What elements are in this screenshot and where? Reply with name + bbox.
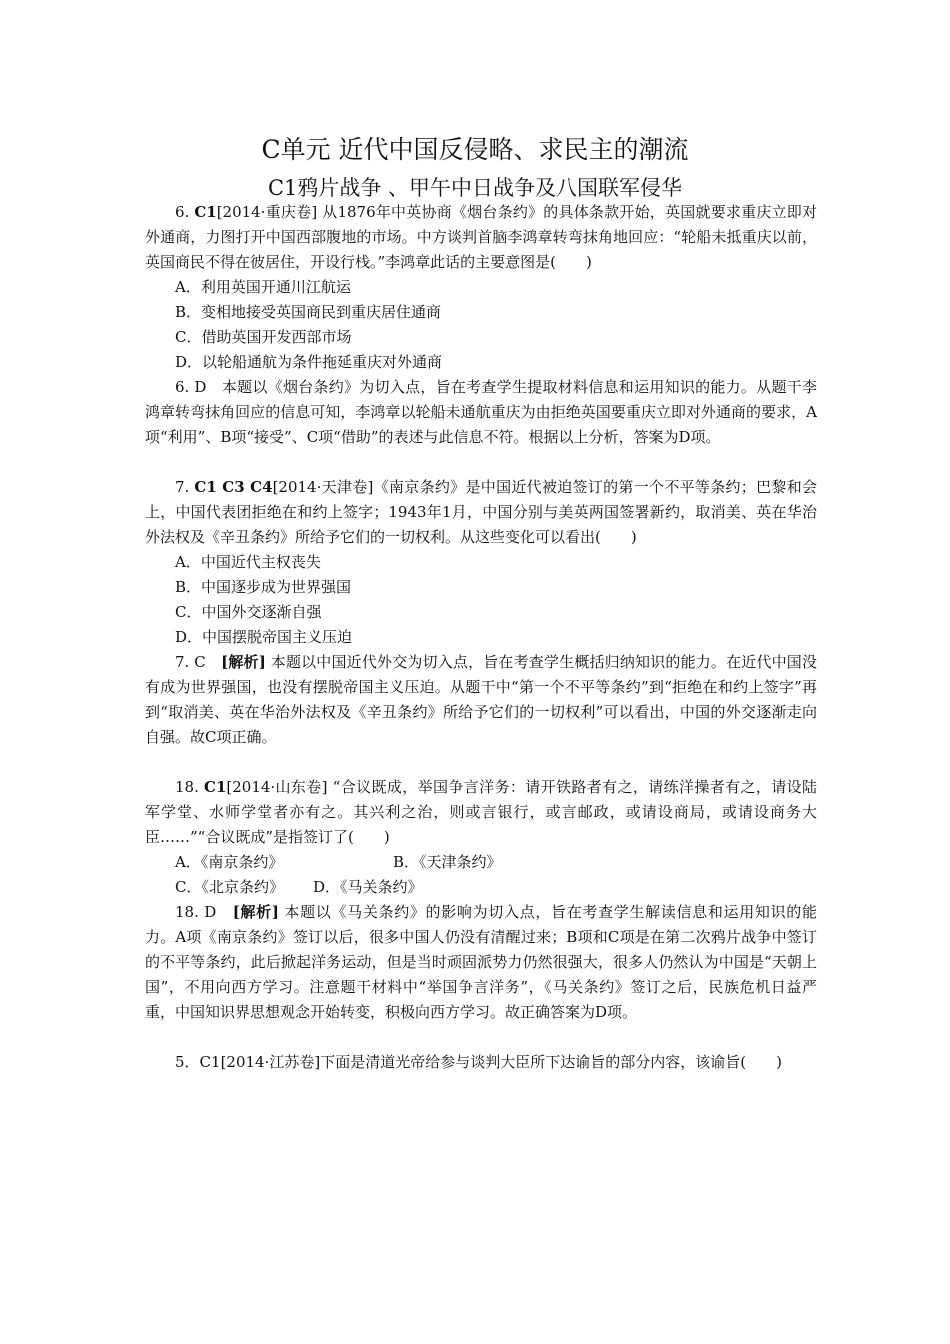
question-18-stem	[145, 775, 817, 850]
analysis-tag: [解析]	[232, 903, 279, 921]
option-a: A．《南京条约》	[175, 853, 284, 871]
question-text: [2014·山东卷] “合议既成，举国争言洋务：请开铁路者有之，请练洋操者有之，请设陆军学堂、水师学堂者亦有之。其兴利之治，则或言银行，或言邮政，或请设商局，或请设商务大臣……”“合议既成”是指签订了( )	[145, 778, 817, 846]
topic-code: C1 C3 C4	[194, 478, 273, 496]
answer-7	[145, 650, 817, 750]
question-6-stem	[145, 200, 817, 275]
question-number: 18.	[175, 778, 204, 796]
answer-label: 7. C	[175, 653, 222, 671]
question-number: 7.	[175, 478, 195, 496]
content-body	[145, 200, 817, 1075]
spacer	[145, 450, 817, 475]
question-text: [2014·重庆卷] 从1876年中英协商《烟台条约》的具体条款开始，英国就要求重庆立即对外通商，力图打开中国西部腹地的市场。中方谈判首脑李鸿章转弯抹角地回应：“轮船未抵重庆以前，英国商民不得在彼居住，开设行栈。”李鸿章此话的主要意图是( )	[145, 203, 817, 271]
topic-code: C1	[194, 203, 217, 221]
question-7-stem	[145, 475, 817, 550]
question-text: [2014·天津卷]《南京条约》是中国近代被迫签订的第一个不平等条约；巴黎和会上，中国代表团拒绝在和约上签字；1943年1月，中国分别与美英两国签署新约，取消美、英在华治外法权及《辛丑条约》所给予它们的一切权利。从这些变化可以看出( )	[145, 478, 817, 546]
option-d: D．《马关条约》	[313, 878, 423, 896]
option-a: A．中国近代主权丧失	[175, 553, 321, 571]
option-b: B．《天津条约》	[393, 853, 502, 871]
option-d: D．中国摆脱帝国主义压迫	[175, 628, 353, 646]
options-row-2	[145, 875, 817, 900]
question-number: 6.	[175, 203, 195, 221]
spacer	[145, 750, 817, 775]
option-b: B．中国逐步成为世界强国	[175, 578, 352, 596]
answer-6: 6. D 本题以《烟台条约》为切入点，旨在考查学生提取材料信息和运用知识的能力。从题干李鸿章转弯抹角回应的信息可知，李鸿章以轮船未通航重庆为由拒绝英国要重庆立即对外通商的要求，A项“利用”、B项“接受”、C项“借助”的表述与此信息不符。根据以上分析，答案为D项。	[145, 378, 817, 446]
option-c: C．《北京条约》	[175, 878, 284, 896]
option-b: B．变相地接受英国商民到重庆居住通商	[175, 303, 442, 321]
answer-text: 本题以中国近代外交为切入点，旨在考查学生概括归纳知识的能力。在近代中国没有成为世界强国，也没有摆脱帝国主义压迫。从题干中“第一个不平等条约”到“拒绝在和约上签字”再到“取消美、英在华治外法权及《辛丑条约》所给予它们的一切权利”可以看出，中国的外交逐渐走向自强。故C项正确。	[145, 653, 817, 746]
answer-label: 18. D	[175, 903, 233, 921]
question-5-stem: 5．C1[2014·江苏卷]下面是清道光帝给参与谈判大臣所下达谕旨的部分内容，该谕旨( )	[175, 1053, 782, 1071]
topic-code: C1	[204, 778, 227, 796]
analysis-tag: [解析]	[221, 653, 266, 671]
option-a: A．利用英国开通川江航运	[175, 278, 351, 296]
answer-text: 本题以《马关条约》的影响为切入点，旨在考查学生解读信息和运用知识的能力。A项《南京条约》签订以后，很多中国人仍没有清醒过来；B项和C项是在第二次鸦片战争中签订的不平等条约，此后掀起洋务运动，但是当时顽固派势力仍然很强大，很多人仍然认为中国是“天朝上国”，不用向西方学习。注意题干材料中“举国争言洋务”，《马关条约》签订之后，民族危机日益严重，中国知识界思想观念开始转变，积极向西方学习。故正确答案为D项。	[145, 903, 817, 1021]
unit-title: C单元 近代中国反侵略、求民主的潮流	[261, 135, 689, 164]
option-d: D．以轮船通航为条件拖延重庆对外通商	[175, 353, 443, 371]
spacer	[145, 1025, 817, 1050]
section-title: C1鸦片战争 、甲午中日战争及八国联军侵华	[267, 176, 683, 200]
option-c: C．中国外交逐渐自强	[175, 603, 322, 621]
option-c: C．借助英国开发西部市场	[175, 328, 352, 346]
options-row-1	[145, 850, 817, 875]
answer-18	[145, 900, 817, 1025]
